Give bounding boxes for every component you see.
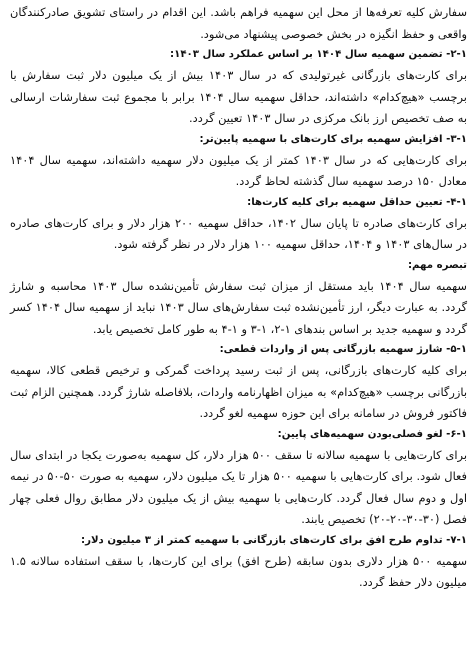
paragraph: برای کارت‌هایی با سهمیه سالانه تا سقف ۵۰۰ هزار دلار، کل سهمیه به‌صورت یکجا در ابتدای سال فعال شود. برای کارت‌هایی با سهمیه ۵۰۰ هزار تا یک میلیون دلار، سهمیه به صورت ۵۰-۵۰ در نیمه اول و دوم سال فعال گردد. کارت‌هایی با سهمیه بیش از یک میلیون دلار مطابق روال فعلی چهار فصل (۳۰-۳۰-۲۰-۲۰) تخصیص یابند. [10, 447, 467, 526]
paragraph: برای کارت‌های بازرگانی غیرتولیدی که در سال ۱۴۰۳ بیش از یک میلیون دلار ثبت سفارش با برچسب «هیچ‌کدام» داشته‌اند، حداقل سهمیه سال ۱۴۰۴ برابر با مجموع ثبت سفارشات ارسالی به صف تخصیص ارز بانک مرکزی در سال ۱۴۰۳ تعیین گردد. [10, 68, 467, 125]
paragraph: سفارش کلیه تعرفه‌ها از محل این سهمیه فراهم باشد. این اقدام در راستای تشویق صادرکنندگان واقعی و حفظ انگیزه در بخش خصوصی پیشنهاد می‌شود. [10, 5, 467, 41]
section-heading: تبصره مهم: [407, 259, 467, 271]
paragraph: برای کلیه کارت‌های بازرگانی، پس از ثبت رسید پرداخت گمرکی و ترخیص قطعی کالا، سهمیه بازرگانی برچسب «هیچ‌کدام» به میزان اظهارنامه واردات، بلافاصله شارژ گردد. همچنین الزام ثبت فاکتور فروش در سامانه برای این حوزه سهمیه لغو گردد. [10, 363, 467, 420]
paragraph: سهمیه ۵۰۰ هزار دلاری بدون سابقه (طرح افق) برای این کارت‌ها، با سقف استفاده سالانه ۱.۵ میلیون دلار حفظ گردد. [10, 553, 467, 589]
section-heading: ۲-۱- تضمین سهمیه سال ۱۴۰۴ بر اساس عملکرد سال ۱۴۰۳: [170, 49, 467, 60]
paragraph: سهمیه سال ۱۴۰۴ باید مستقل از میزان ثبت سفارش تأمین‌نشده سال ۱۴۰۳ محاسبه و شارژ گردد. به عبارت دیگر، ارز تأمین‌نشده ثبت سفارش‌های سال ۱۴۰۳ نباید از سهمیه سال ۱۴۰۴ کسر گردد و سهمیه جدید بر اساس بندهای ۱-۲، ۱-۳ و ۱-۴ به طور کامل تخصیص یابد. [10, 278, 467, 336]
section-heading: ۴-۱- تعیین حداقل سهمیه برای کلیه کارت‌ها: [247, 196, 467, 208]
section-heading: ۶-۱- لغو فصلی‌بودن سهمیه‌های پایین: [277, 428, 467, 440]
section-heading: ۳-۱- افزایش سهمیه برای کارت‌های با سهمیه پایین‌تر: [199, 133, 467, 145]
section-heading: ۷-۱- تداوم طرح افق برای کارت‌های بازرگانی با سهمیه کمتر از ۳ میلیون دلار: [81, 534, 467, 546]
paragraph: برای کارت‌هایی که در سال ۱۴۰۳ کمتر از یک میلیون دلار سهمیه داشته‌اند، سهمیه سال ۱۴۰۴ معادل ۱۵۰ درصد سهمیه سال گذشته لحاظ گردد. [10, 152, 467, 188]
section-heading: ۵-۱- شارژ سهمیه بازرگانی پس از واردات قطعی: [219, 344, 467, 355]
paragraph: برای کارت‌های صادره تا پایان سال ۱۴۰۲، حداقل سهمیه ۲۰۰ هزار دلار و برای کارت‌های صادره در سال‌های ۱۴۰۳ و ۱۴۰۴، حداقل سهمیه ۱۰۰ هزار دلار در نظر گرفته شود. [10, 215, 467, 251]
